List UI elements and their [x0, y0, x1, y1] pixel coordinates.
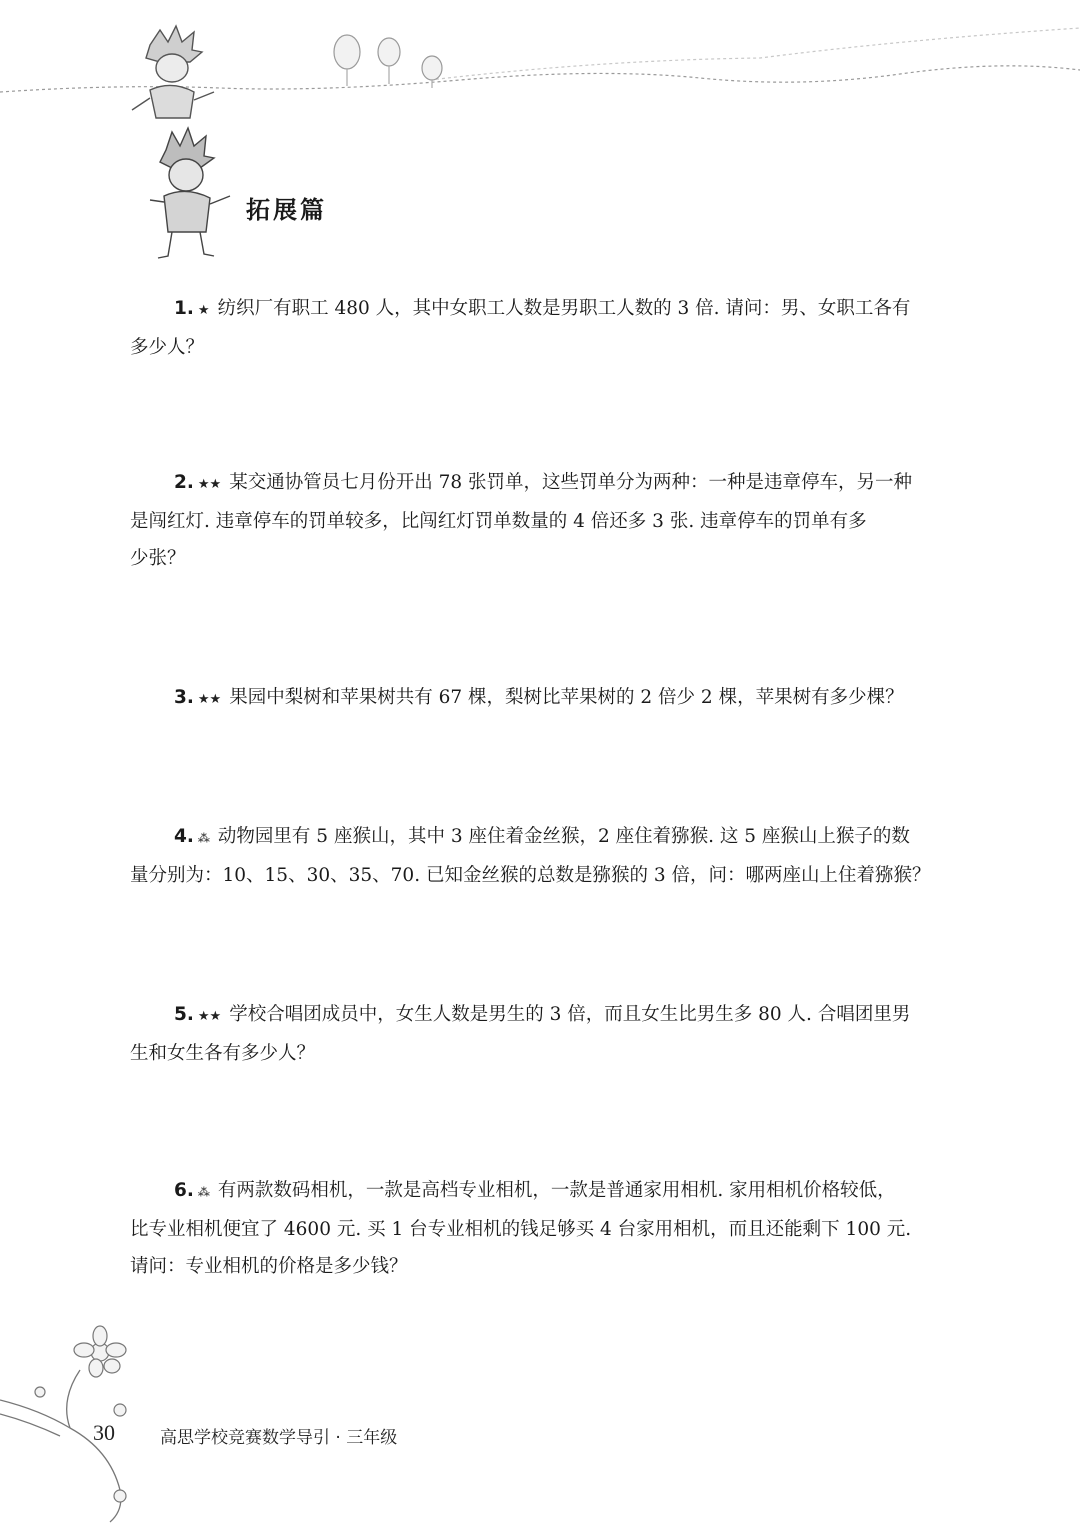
problem-text: 学校合唱团成员中，女生人数是男生的 3 倍，而且女生比男生多 80 人. 合唱团里男: [229, 1004, 911, 1025]
difficulty-stars-icon: ★★: [197, 1009, 222, 1024]
problem-line: [130, 464, 970, 503]
section-title: 拓展篇: [246, 196, 327, 224]
page-number: 30: [93, 1420, 115, 1445]
problem-number: 1.: [174, 298, 194, 319]
book-title: 高思学校竞赛数学导引 · 三年级: [160, 1428, 398, 1448]
problem-text: 果园中梨树和苹果树共有 67 棵，梨树比苹果树的 2 倍少 2 棵，苹果树有多少棵？: [229, 687, 904, 708]
problem-line: [130, 290, 970, 329]
difficulty-stars-icon: ⁂: [197, 831, 210, 845]
cartoon-boy-icon: [132, 26, 214, 118]
cartoon-boy-main-icon: [150, 128, 230, 258]
problem-text: 比专业相机便宜了 4600 元. 买 1 台专业相机的钱足够买 4 台家用相机，而且还能剩下 100 元.: [130, 1219, 912, 1240]
difficulty-stars-icon: ★★: [197, 477, 222, 492]
problem-line: [130, 818, 970, 857]
problem-6: [130, 1172, 970, 1285]
difficulty-stars-icon: ⁂: [197, 1185, 210, 1199]
problem-text: 量分别为：10、15、30、35、70. 已知金丝猴的总数是猕猴的 3 倍，问：哪两座山上住着猕猴？: [130, 865, 931, 886]
problem-text: 多少人？: [130, 337, 205, 358]
balloon-icon: [334, 35, 442, 88]
problem-4: [130, 818, 970, 894]
problem-5: [130, 996, 970, 1072]
flower-vine-icon: [0, 1310, 160, 1525]
problem-2: [130, 464, 970, 577]
difficulty-stars-icon: ★: [197, 303, 210, 318]
problem-line: [130, 679, 970, 718]
problem-3: [130, 679, 970, 718]
problem-text: 某交通协管员七月份开出 78 张罚单，这些罚单分为两种：一种是违章停车，另一种: [229, 472, 913, 493]
problem-text: 纺织厂有职工 480 人，其中女职工人数是男职工人数的 3 倍. 请问：男、女职工各有: [217, 298, 911, 319]
problem-number: 5.: [174, 1004, 194, 1025]
problem-number: 3.: [174, 687, 194, 708]
problem-text: 动物园里有 5 座猴山，其中 3 座住着金丝猴，2 座住着猕猴. 这 5 座猴山上猴子的数: [217, 826, 910, 847]
header-illustration: [0, 0, 1080, 280]
problem-text: 请问：专业相机的价格是多少钱？: [130, 1256, 408, 1277]
difficulty-stars-icon: ★★: [197, 692, 222, 707]
problem-1: [130, 290, 970, 366]
problem-line: [130, 1172, 970, 1211]
problem-text: 少张？: [130, 548, 186, 569]
problem-line: [130, 996, 970, 1035]
problem-text: 是闯红灯. 违章停车的罚单较多，比闯红灯罚单数量的 4 倍还多 3 张. 违章停车的罚单有多: [130, 511, 867, 532]
problem-number: 6.: [174, 1180, 194, 1201]
problem-number: 4.: [174, 826, 194, 847]
problem-text: 有两款数码相机，一款是高档专业相机，一款是普通家用相机. 家用相机价格较低，: [217, 1180, 896, 1201]
problem-number: 2.: [174, 472, 194, 493]
problem-text: 生和女生各有多少人？: [130, 1043, 316, 1064]
